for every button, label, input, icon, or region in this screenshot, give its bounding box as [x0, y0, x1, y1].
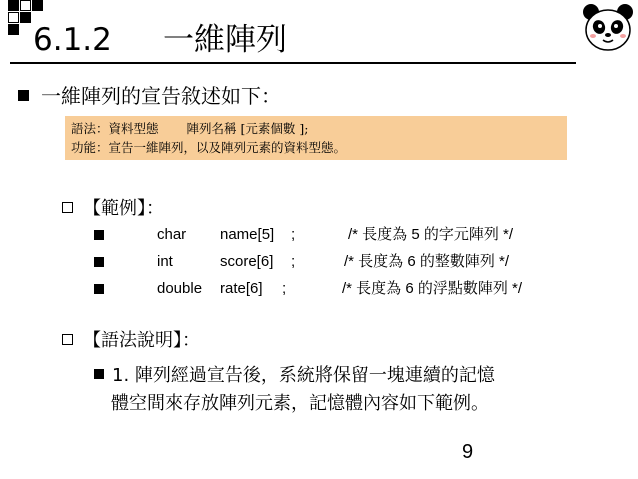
code-type: char: [157, 226, 187, 243]
example-heading: [62, 198, 164, 220]
code-comment: /* 長度為 5 的字元陣列 */: [348, 226, 514, 243]
title-text: 一維陣列: [163, 22, 287, 58]
square-bullet-icon: [94, 369, 104, 379]
syntax-label: 語法：資料型態: [71, 121, 159, 136]
code-semi: ;: [282, 280, 287, 297]
explain-heading-text: 【語法說明】：: [83, 330, 200, 351]
syntax-line2: 功能：宣告一維陣列，以及陣列元素的資料型態。: [71, 140, 347, 155]
panda-icon: [582, 2, 634, 54]
explain-heading: [62, 330, 200, 352]
explain-line-1: [94, 364, 495, 388]
hollow-square-bullet-icon: [62, 334, 73, 345]
syntax-rest: 陣列名稱 [元素個數 ];: [186, 121, 309, 136]
explain-line-1-text: 1. 陣列經過宣告後，系統將保留一塊連續的記憶: [112, 365, 495, 386]
code-type: double: [157, 280, 203, 297]
code-decl: score[6]: [220, 253, 274, 270]
example-heading-text: 【範例】：: [83, 198, 164, 219]
square-bullet-icon: [94, 257, 104, 267]
code-semi: ;: [291, 226, 296, 243]
bullet-main-text: 一維陣列的宣告敘述如下：: [41, 84, 281, 108]
code-decl: name[5]: [220, 226, 275, 243]
code-decl: rate[6]: [220, 280, 263, 297]
square-bullet-icon: [94, 284, 104, 294]
syntax-line1: [71, 119, 561, 138]
title-underline: [10, 62, 576, 64]
code-semi: ;: [291, 253, 296, 270]
bullet-main: [18, 84, 281, 108]
code-comment: /* 長度為 6 的整數陣列 */: [344, 253, 510, 270]
hollow-square-bullet-icon: [62, 202, 73, 213]
page-title: [33, 22, 287, 58]
square-bullet-icon: [18, 90, 29, 101]
square-bullet-icon: [94, 230, 104, 240]
page-number: 9: [462, 441, 474, 463]
explain-line-2: 體空間來存放陣列元素，記憶體內容如下範例。: [111, 393, 489, 414]
code-comment: /* 長度為 6 的浮點數陣列 */: [342, 280, 523, 297]
syntax-box: [65, 116, 567, 160]
title-number: 6.1.2: [33, 22, 112, 58]
code-type: int: [157, 253, 173, 270]
